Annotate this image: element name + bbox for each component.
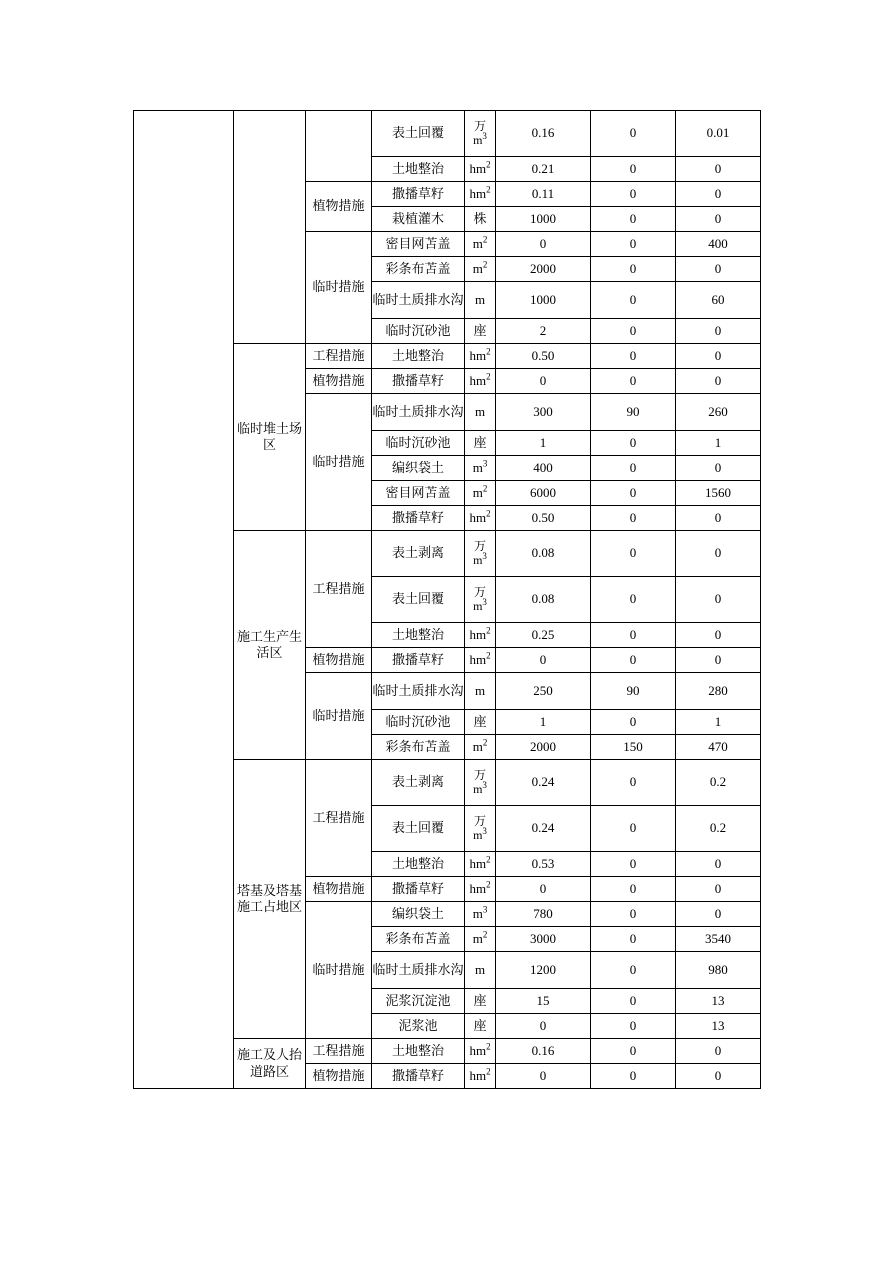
value-cell-2: 0 (591, 710, 676, 735)
value-cell-2: 0 (591, 648, 676, 673)
value-cell-3: 0 (676, 257, 761, 282)
value-cell-2: 0 (591, 369, 676, 394)
value-cell-1: 2000 (496, 257, 591, 282)
value-cell-2: 90 (591, 394, 676, 431)
item-cell: 表土剥离 (372, 760, 465, 806)
value-cell-1: 1000 (496, 207, 591, 232)
unit-cell: 座 (465, 710, 496, 735)
value-cell-2: 0 (591, 760, 676, 806)
measure-type-cell: 工程措施 (306, 1039, 372, 1064)
value-cell-1: 780 (496, 902, 591, 927)
value-cell-3: 0 (676, 1064, 761, 1089)
value-cell-1: 2 (496, 319, 591, 344)
value-cell-2: 0 (591, 207, 676, 232)
measure-type-cell: 临时措施 (306, 673, 372, 760)
value-cell-1: 0.16 (496, 1039, 591, 1064)
measure-type-cell: 工程措施 (306, 531, 372, 648)
value-cell-2: 0 (591, 531, 676, 577)
value-cell-3: 0.2 (676, 760, 761, 806)
value-cell-1: 0 (496, 877, 591, 902)
value-cell-3: 0 (676, 456, 761, 481)
value-cell-2: 0 (591, 623, 676, 648)
value-cell-2: 0 (591, 481, 676, 506)
unit-cell: $hm^2$ (465, 506, 496, 531)
value-cell-3: 13 (676, 989, 761, 1014)
value-cell-3: 260 (676, 394, 761, 431)
value-cell-3: 470 (676, 735, 761, 760)
value-cell-2: 0 (591, 989, 676, 1014)
measure-type-cell (306, 111, 372, 182)
value-cell-1: 0.50 (496, 506, 591, 531)
item-cell: 土地整治 (372, 1039, 465, 1064)
value-cell-2: 0 (591, 157, 676, 182)
unit-cell: 座 (465, 319, 496, 344)
item-cell: 临时土质排水沟 (372, 282, 465, 319)
unit-cell: 座 (465, 431, 496, 456)
value-cell-1: 0 (496, 369, 591, 394)
value-cell-2: 90 (591, 673, 676, 710)
item-cell: 临时沉砂池 (372, 319, 465, 344)
value-cell-1: 0.21 (496, 157, 591, 182)
item-cell: 土地整治 (372, 852, 465, 877)
value-cell-3: 0 (676, 623, 761, 648)
value-cell-3: 0 (676, 182, 761, 207)
unit-cell: 万 $m^3$ (465, 577, 496, 623)
item-cell: 临时沉砂池 (372, 710, 465, 735)
measure-type-cell: 临时措施 (306, 232, 372, 344)
unit-cell: m (465, 673, 496, 710)
value-cell-2: 150 (591, 735, 676, 760)
value-cell-3: 0 (676, 157, 761, 182)
unit-cell: $m^2$ (465, 927, 496, 952)
value-cell-1: 0.08 (496, 531, 591, 577)
value-cell-3: 13 (676, 1014, 761, 1039)
value-cell-1: 0 (496, 232, 591, 257)
value-cell-1: 0.50 (496, 344, 591, 369)
item-cell: 撒播草籽 (372, 648, 465, 673)
item-cell: 土地整治 (372, 623, 465, 648)
unit-cell: $m^2$ (465, 481, 496, 506)
item-cell: 撒播草籽 (372, 369, 465, 394)
measure-type-cell: 植物措施 (306, 182, 372, 232)
item-cell: 表土回覆 (372, 111, 465, 157)
value-cell-2: 0 (591, 902, 676, 927)
item-cell: 表土剥离 (372, 531, 465, 577)
value-cell-3: 3540 (676, 927, 761, 952)
item-cell: 编织袋土 (372, 456, 465, 481)
measure-type-cell: 植物措施 (306, 877, 372, 902)
value-cell-3: 0 (676, 902, 761, 927)
value-cell-2: 0 (591, 431, 676, 456)
unit-cell: m (465, 394, 496, 431)
value-cell-3: 0.01 (676, 111, 761, 157)
measures-table (133, 110, 761, 1089)
value-cell-1: 0.25 (496, 623, 591, 648)
value-cell-3: 1 (676, 431, 761, 456)
value-cell-3: 0 (676, 369, 761, 394)
unit-cell: $hm^2$ (465, 1039, 496, 1064)
unit-cell: 座 (465, 1014, 496, 1039)
value-cell-3: 1560 (676, 481, 761, 506)
value-cell-1: 1200 (496, 952, 591, 989)
value-cell-1: 1 (496, 710, 591, 735)
unit-cell: $m^2$ (465, 232, 496, 257)
unit-cell: m (465, 952, 496, 989)
value-cell-3: 0 (676, 577, 761, 623)
unit-cell: $hm^2$ (465, 344, 496, 369)
value-cell-1: 0.53 (496, 852, 591, 877)
measure-type-cell: 植物措施 (306, 1064, 372, 1089)
value-cell-1: 0 (496, 1064, 591, 1089)
value-cell-1: 0.16 (496, 111, 591, 157)
value-cell-3: 280 (676, 673, 761, 710)
value-cell-2: 0 (591, 319, 676, 344)
item-cell: 撒播草籽 (372, 506, 465, 531)
item-cell: 土地整治 (372, 157, 465, 182)
value-cell-3: 980 (676, 952, 761, 989)
unit-cell: 株 (465, 207, 496, 232)
item-cell: 临时土质排水沟 (372, 394, 465, 431)
value-cell-1: 2000 (496, 735, 591, 760)
value-cell-2: 0 (591, 232, 676, 257)
item-cell: 泥浆池 (372, 1014, 465, 1039)
value-cell-3: 60 (676, 282, 761, 319)
item-cell: 撒播草籽 (372, 877, 465, 902)
value-cell-2: 0 (591, 456, 676, 481)
value-cell-3: 0 (676, 531, 761, 577)
unit-cell: $hm^2$ (465, 623, 496, 648)
item-cell: 密目网苫盖 (372, 232, 465, 257)
area-cell (234, 111, 306, 344)
value-cell-2: 0 (591, 952, 676, 989)
value-cell-3: 0 (676, 1039, 761, 1064)
value-cell-3: 0 (676, 877, 761, 902)
value-cell-1: 1000 (496, 282, 591, 319)
unit-cell: 万 $m^3$ (465, 531, 496, 577)
item-cell: 临时土质排水沟 (372, 952, 465, 989)
item-cell: 表土回覆 (372, 806, 465, 852)
area-cell: 临时堆土场区 (234, 344, 306, 531)
unit-cell: $hm^2$ (465, 182, 496, 207)
item-cell: 临时土质排水沟 (372, 673, 465, 710)
value-cell-1: 0.24 (496, 760, 591, 806)
value-cell-1: 0.24 (496, 806, 591, 852)
unit-cell: 座 (465, 989, 496, 1014)
measures-table-body (134, 111, 761, 1089)
measure-type-cell: 植物措施 (306, 369, 372, 394)
item-cell: 编织袋土 (372, 902, 465, 927)
value-cell-3: 400 (676, 232, 761, 257)
value-cell-2: 0 (591, 877, 676, 902)
value-cell-1: 300 (496, 394, 591, 431)
value-cell-1: 0.08 (496, 577, 591, 623)
item-cell: 密目网苫盖 (372, 481, 465, 506)
item-cell: 泥浆沉淀池 (372, 989, 465, 1014)
unit-cell: $hm^2$ (465, 877, 496, 902)
area-cell: 施工生产生活区 (234, 531, 306, 760)
item-cell: 临时沉砂池 (372, 431, 465, 456)
measure-type-cell: 临时措施 (306, 902, 372, 1039)
unit-cell: 万 $m^3$ (465, 111, 496, 157)
unit-cell: $hm^2$ (465, 648, 496, 673)
item-cell: 彩条布苫盖 (372, 735, 465, 760)
value-cell-3: 0 (676, 648, 761, 673)
value-cell-2: 0 (591, 1064, 676, 1089)
value-cell-2: 0 (591, 927, 676, 952)
value-cell-3: 0 (676, 344, 761, 369)
area-cell: 施工及人抬道路区 (234, 1039, 306, 1089)
unit-cell: m (465, 282, 496, 319)
unit-cell: $hm^2$ (465, 852, 496, 877)
value-cell-1: 1 (496, 431, 591, 456)
value-cell-2: 0 (591, 111, 676, 157)
unit-cell: 万 $m^3$ (465, 760, 496, 806)
value-cell-1: 15 (496, 989, 591, 1014)
measures-table-container (133, 110, 760, 1089)
measure-type-cell: 工程措施 (306, 344, 372, 369)
value-cell-1: 0.11 (496, 182, 591, 207)
value-cell-2: 0 (591, 577, 676, 623)
value-cell-1: 6000 (496, 481, 591, 506)
value-cell-1: 0 (496, 648, 591, 673)
unit-cell: 万 $m^3$ (465, 806, 496, 852)
item-cell: 彩条布苫盖 (372, 927, 465, 952)
value-cell-3: 1 (676, 710, 761, 735)
item-cell: 撒播草籽 (372, 182, 465, 207)
unit-cell: $hm^2$ (465, 157, 496, 182)
item-cell: 表土回覆 (372, 577, 465, 623)
value-cell-2: 0 (591, 282, 676, 319)
value-cell-2: 0 (591, 344, 676, 369)
value-cell-3: 0.2 (676, 806, 761, 852)
value-cell-2: 0 (591, 182, 676, 207)
unit-cell: $m^3$ (465, 902, 496, 927)
value-cell-3: 0 (676, 207, 761, 232)
value-cell-2: 0 (591, 506, 676, 531)
item-cell: 彩条布苫盖 (372, 257, 465, 282)
table-left-margin-cell (134, 111, 234, 1089)
item-cell: 撒播草籽 (372, 1064, 465, 1089)
value-cell-3: 0 (676, 506, 761, 531)
unit-cell: $hm^2$ (465, 1064, 496, 1089)
measure-type-cell: 植物措施 (306, 648, 372, 673)
value-cell-2: 0 (591, 852, 676, 877)
value-cell-2: 0 (591, 1039, 676, 1064)
measure-type-cell: 临时措施 (306, 394, 372, 531)
table-row (134, 111, 761, 157)
value-cell-1: 3000 (496, 927, 591, 952)
value-cell-3: 0 (676, 319, 761, 344)
value-cell-2: 0 (591, 806, 676, 852)
item-cell: 栽植灌木 (372, 207, 465, 232)
value-cell-1: 250 (496, 673, 591, 710)
unit-cell: $m^3$ (465, 456, 496, 481)
unit-cell: $m^2$ (465, 735, 496, 760)
measure-type-cell: 工程措施 (306, 760, 372, 877)
value-cell-2: 0 (591, 1014, 676, 1039)
value-cell-2: 0 (591, 257, 676, 282)
value-cell-1: 0 (496, 1014, 591, 1039)
unit-cell: $hm^2$ (465, 369, 496, 394)
item-cell: 土地整治 (372, 344, 465, 369)
area-cell: 塔基及塔基施工占地区 (234, 760, 306, 1039)
value-cell-1: 400 (496, 456, 591, 481)
unit-cell: $m^2$ (465, 257, 496, 282)
value-cell-3: 0 (676, 852, 761, 877)
